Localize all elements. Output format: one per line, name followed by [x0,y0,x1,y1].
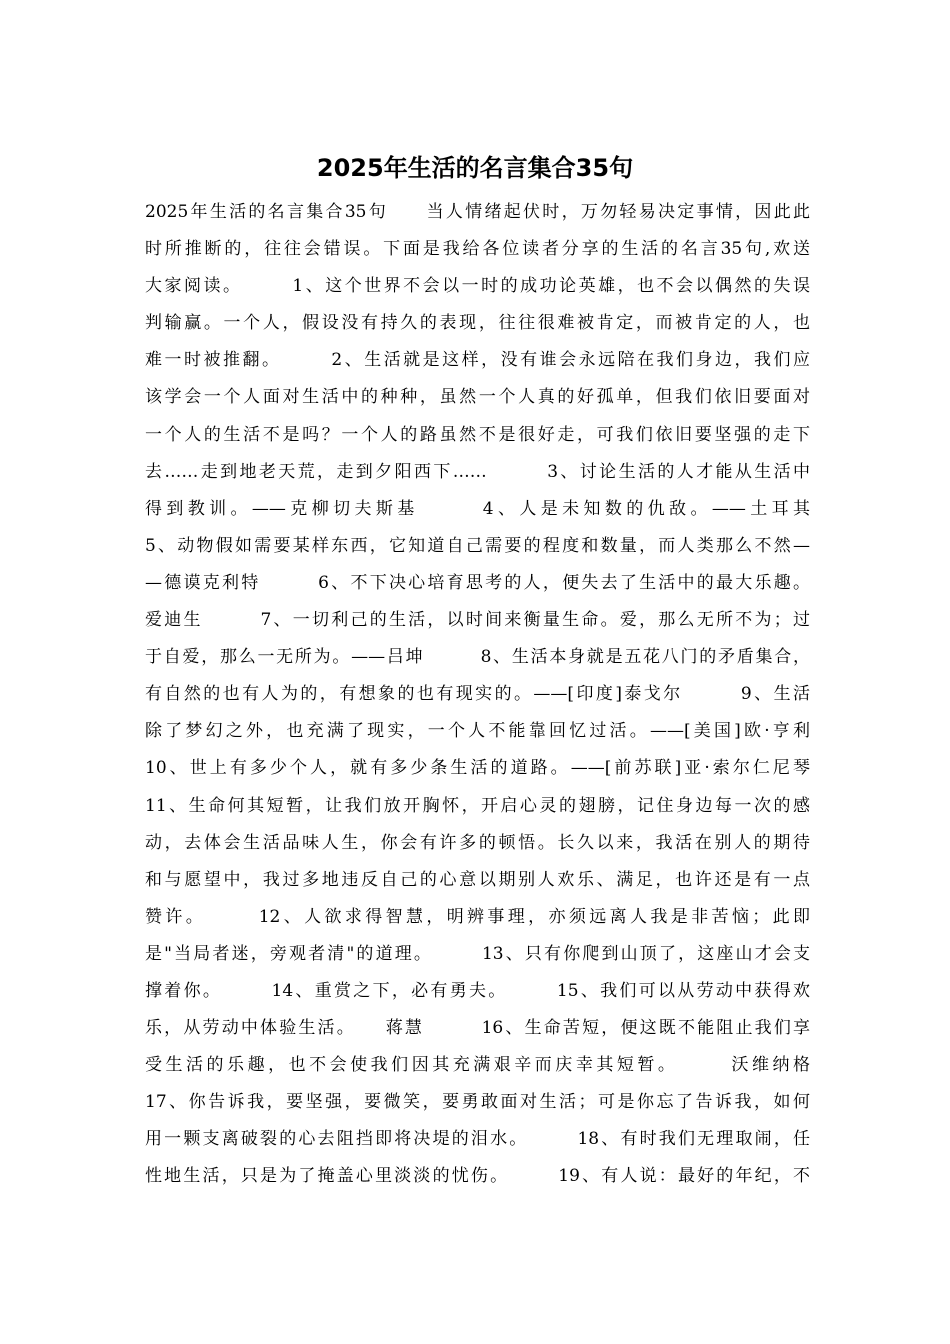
text-line: 和与愿望中，我过多地违反自己的心意以期别人欢乐、满足，也许还是有一点 [145,869,810,890]
text-line: 该学会一个人面对生活中的种种，虽然一个人真的好孤单，但我们依旧要面对 [145,387,810,408]
text-line: 17、你告诉我，要坚强，要微笑，要勇敢面对生活；可是你忘了告诉我，如何 [145,1092,810,1113]
text-line: 大家阅读。 1、这个世界不会以一时的成功论英雄，也不会以偶然的失误 [145,276,810,297]
text-line: 难一时被推翻。 2、生活就是这样，没有谁会永远陪在我们身边，我们应 [145,350,810,371]
text-line: 动，去体会生活品味人生，你会有许多的顿悟。长久以来，我活在别人的期待 [145,832,810,853]
text-line: 是"当局者迷，旁观者清"的道理。 13、只有你爬到山顶了，这座山才会支 [145,943,810,964]
document-title: 2025年生活的名言集合35句 [316,154,634,182]
text-line: 撑着你。 14、重赏之下，必有勇夫。 15、我们可以从劳动中获得欢 [145,980,810,1001]
text-line: 时所推断的，往往会错误。下面是我给各位读者分享的生活的名言35句,欢送 [145,239,810,260]
text-line: 去……走到地老天荒，走到夕阳西下…… 3、讨论生活的人才能从生活中 [145,461,810,482]
text-line: 2025年生活的名言集合35句 当人情绪起伏时，万勿轻易决定事情，因此此 [145,202,810,222]
text-line: —德谟克利特 6、不下决心培育思考的人，便失去了生活中的最大乐趣。 [145,572,810,593]
text-line: 性地生活，只是为了掩盖心里淡淡的忧伤。 19、有人说：最好的年纪，不 [145,1166,810,1187]
text-line: 得到教训。——克柳切夫斯基 4、人是未知数的仇敌。——土耳其 [145,498,810,519]
text-line: 爱迪生 7、一切利己的生活，以时间来衡量生命。爱，那么无所不为；过 [145,610,810,631]
text-line: 判输赢。一个人，假设没有持久的表现，往往很难被肯定，而被肯定的人，也 [145,313,810,334]
text-line: 乐，从劳动中体验生活。 蒋慧 16、生命苦短，便这既不能阻止我们享 [145,1018,810,1039]
document-body [145,194,810,1196]
text-line: 用一颗支离破裂的心去阻挡即将决堤的泪水。 18、有时我们无理取闹，任 [145,1129,810,1150]
text-line: 除了梦幻之外，也充满了现实，一个人不能靠回忆过活。——[美国]欧·亨利 [145,721,810,742]
text-line: 5、动物假如需要某样东西，它知道自己需要的程度和数量，而人类那么不然— [145,535,810,556]
text-line: 于自爱，那么一无所为。——吕坤 8、生活本身就是五花八门的矛盾集合， [145,647,810,668]
text-line: 一个人的生活不是吗？一个人的路虽然不是很好走，可我们依旧要坚强的走下 [145,424,810,445]
text-line: 有自然的也有人为的，有想象的也有现实的。——[印度]泰戈尔 9、生活 [145,684,810,705]
text-line: 受生活的乐趣，也不会使我们因其充满艰辛而庆幸其短暂。 沃维纳格 [145,1055,810,1076]
text-line: 10、世上有多少个人，就有多少条生活的道路。——[前苏联]亚·索尔仁尼琴 [145,758,810,779]
text-line: 赞许。 12、人欲求得智慧，明辨事理，亦须远离人我是非苦恼；此即 [145,906,810,927]
text-line: 11、生命何其短暂，让我们放开胸怀，开启心灵的翅膀，记住身边每一次的感 [145,795,810,816]
